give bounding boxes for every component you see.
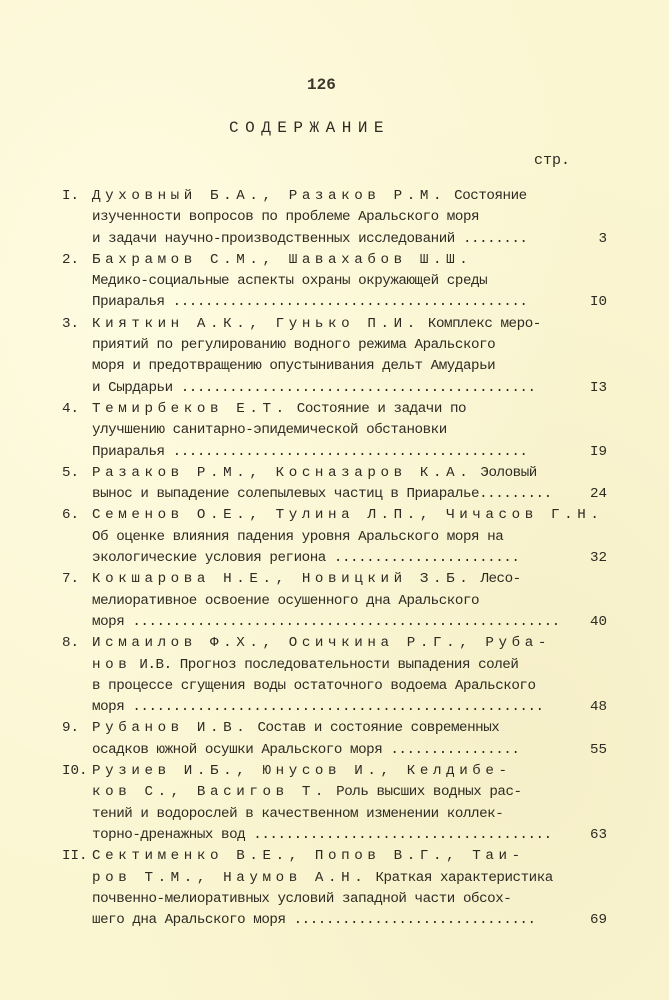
toc-entry-line bbox=[62, 804, 607, 825]
entry-number: I. bbox=[62, 188, 80, 204]
toc-entry bbox=[62, 761, 607, 846]
entry-number: 4. bbox=[62, 400, 80, 417]
toc-entry-line bbox=[62, 591, 607, 612]
toc-entry-line bbox=[62, 655, 607, 676]
entry-authors: Кокшарова Н.Е., Новицкий З.Б. bbox=[92, 571, 473, 588]
toc-entry-line bbox=[62, 229, 607, 250]
toc-entry-line bbox=[62, 718, 607, 739]
toc-entry bbox=[62, 186, 607, 250]
entry-authors: Духовный Б.А., Разаков Р.М. bbox=[92, 188, 447, 204]
entry-authors: Исмаилов Ф.Х., Осичкина Р.Г., Руба- bbox=[92, 635, 551, 652]
toc-entry-line bbox=[62, 548, 607, 569]
toc-entry-line bbox=[62, 292, 607, 313]
toc-entry-line bbox=[62, 314, 607, 335]
toc-entry-line bbox=[62, 761, 607, 782]
toc-entry-line bbox=[62, 186, 607, 207]
entry-authors: Семенов О.Е., Тулина Л.П., Чичасов Г.Н. bbox=[92, 507, 604, 524]
toc-entry-line bbox=[62, 910, 607, 931]
entry-number: 9. bbox=[62, 720, 80, 737]
toc-entry bbox=[62, 505, 607, 569]
entry-title-text: улучшению санитарно-эпидемической обстановки bbox=[92, 422, 447, 439]
entry-page-number: 63 bbox=[589, 826, 607, 843]
entry-number: 2. bbox=[62, 251, 80, 268]
toc-entry-line bbox=[62, 271, 607, 292]
entry-number: 5. bbox=[62, 464, 80, 481]
toc-entry-line bbox=[62, 676, 607, 697]
entry-title-text: экологические условия региона ....................... bbox=[92, 550, 520, 567]
entry-title-text: моря ................................................... bbox=[92, 699, 544, 716]
entry-page-number: 24 bbox=[589, 486, 607, 503]
page-title: СОДЕРЖАНИЕ bbox=[229, 119, 391, 137]
entry-authors: Разаков Р.М., Косназаров К.А. bbox=[92, 464, 473, 481]
entry-authors: нов bbox=[92, 656, 132, 673]
toc-entry-line bbox=[62, 356, 607, 377]
entry-page-number: 32 bbox=[589, 550, 607, 567]
toc-entry-line bbox=[62, 527, 607, 548]
entry-page-number: 3 bbox=[598, 230, 607, 247]
page-number: 126 bbox=[307, 76, 336, 94]
entry-title-text: Краткая характеристика bbox=[367, 869, 553, 886]
entry-page-number: 69 bbox=[589, 912, 607, 929]
entry-title-text: Приаралья ............................................ bbox=[92, 443, 528, 460]
entry-number: 8. bbox=[62, 635, 80, 652]
toc-entry-line bbox=[62, 505, 607, 526]
toc-entry-line bbox=[62, 633, 607, 654]
entry-number: II. bbox=[62, 848, 88, 865]
toc-entry-line bbox=[62, 463, 607, 484]
entry-page-number: I3 bbox=[589, 379, 607, 396]
entry-title-text: и задачи научно-производственных исследований ........ bbox=[92, 230, 528, 247]
toc-entry-line bbox=[62, 825, 607, 846]
entry-title-text: И.В. Прогноз последовательности выпадения солей bbox=[131, 656, 519, 673]
toc-entry-line bbox=[62, 612, 607, 633]
entry-title-text: осадков южной осушки Аральского моря ................ bbox=[92, 741, 520, 758]
entry-title-text: моря ..................................................... bbox=[92, 613, 560, 630]
entry-title-text: Комплекс меро- bbox=[419, 315, 541, 332]
entry-authors: Сектименко В.Е., Попов В.Г., Таи- bbox=[92, 848, 525, 865]
entry-page-number: 40 bbox=[589, 613, 607, 630]
toc-entry-line bbox=[62, 250, 607, 271]
toc-entry-line bbox=[62, 207, 607, 228]
entry-title-text: Состояние bbox=[446, 188, 527, 204]
entry-number: 7. bbox=[62, 571, 80, 588]
entry-title-text: мелиоративное освоение осушенного дна Аральского bbox=[92, 592, 480, 609]
toc-entry-line bbox=[62, 740, 607, 761]
entry-authors: Темирбеков Е.Т. bbox=[92, 400, 289, 417]
toc-entry-line bbox=[62, 399, 607, 420]
toc-entry bbox=[62, 633, 607, 718]
toc-entry-line bbox=[62, 569, 607, 590]
entry-title-text: Состояние и задачи по bbox=[288, 400, 467, 417]
entry-title-text: вынос и выпадение солепылевых частиц в Приаралье......... bbox=[92, 486, 552, 503]
toc-entry-line bbox=[62, 442, 607, 463]
toc-entry-line bbox=[62, 484, 607, 505]
page-column-label: стр. bbox=[534, 152, 571, 169]
entry-page-number: 55 bbox=[589, 741, 607, 758]
entry-page-number: 48 bbox=[589, 699, 607, 716]
toc-entry bbox=[62, 399, 607, 463]
entry-title-text: моря и предотвращению опустынивания дельт Амударьи bbox=[92, 358, 496, 375]
toc-entry-line bbox=[62, 335, 607, 356]
entry-title-text: торно-дренажных вод ..................................... bbox=[92, 826, 552, 843]
toc-entry-line bbox=[62, 846, 607, 867]
entry-title-text: изученности вопросов по проблеме Аральского моря bbox=[92, 209, 480, 226]
entry-page-number: I0 bbox=[589, 294, 607, 311]
toc-entry-line bbox=[62, 420, 607, 441]
entry-number: 3. bbox=[62, 315, 80, 332]
entry-number: I0. bbox=[62, 763, 88, 780]
entry-title-text: тений и водорослей в качественном изменении коллек- bbox=[92, 805, 504, 822]
entry-authors: Кияткин А.К., Гунько П.И. bbox=[92, 315, 420, 332]
entry-authors: ков С., Васигов Т. bbox=[92, 784, 329, 801]
toc-entry-line bbox=[62, 889, 607, 910]
entry-authors: Рубанов И.В. bbox=[92, 720, 250, 737]
entry-title-text: Приаралья ............................................ bbox=[92, 294, 528, 311]
entry-title-text: почвенно-мелиоративных условий западной части обсох- bbox=[92, 890, 512, 907]
entry-number: 6. bbox=[62, 507, 80, 524]
entry-title-text: Медико-социальные аспекты охраны окружающей среды bbox=[92, 273, 488, 290]
entry-authors: Бахрамов С.М., Шавахабов Ш.Ш. bbox=[92, 251, 473, 268]
toc-entry bbox=[62, 846, 607, 931]
entry-title-text: Состав и состояние современных bbox=[249, 720, 500, 737]
entry-title-text: Роль высших водных рас- bbox=[328, 784, 522, 801]
toc-entry bbox=[62, 463, 607, 506]
entry-title-text: Об оценке влияния падения уровня Аральского моря на bbox=[92, 528, 504, 545]
toc-entry bbox=[62, 314, 607, 399]
toc-entry-line bbox=[62, 782, 607, 803]
toc-entry bbox=[62, 569, 607, 633]
toc-entry-line bbox=[62, 378, 607, 399]
entry-title-text: Лесо- bbox=[472, 571, 521, 588]
entry-title-text: и Сырдарьи ............................................ bbox=[92, 379, 536, 396]
toc-entry-line bbox=[62, 868, 607, 889]
entry-page-number: I9 bbox=[589, 443, 607, 460]
entry-title-text: в процессе сгущения воды остаточного водоема Аральского bbox=[92, 677, 536, 694]
entry-authors: ров Т.М., Наумов А.Н. bbox=[92, 869, 368, 886]
entry-title-text: шего дна Аральского моря .............................. bbox=[92, 912, 536, 929]
toc-entry bbox=[62, 250, 607, 314]
toc-entry-line bbox=[62, 697, 607, 718]
entry-title-text: приятий по регулированию водного режима Аральского bbox=[92, 337, 496, 354]
table-of-contents bbox=[62, 186, 607, 931]
entry-authors: Рузиев И.Б., Юнусов И., Келдибе- bbox=[92, 763, 512, 780]
entry-title-text: Эоловый bbox=[472, 464, 537, 481]
toc-entry bbox=[62, 718, 607, 761]
